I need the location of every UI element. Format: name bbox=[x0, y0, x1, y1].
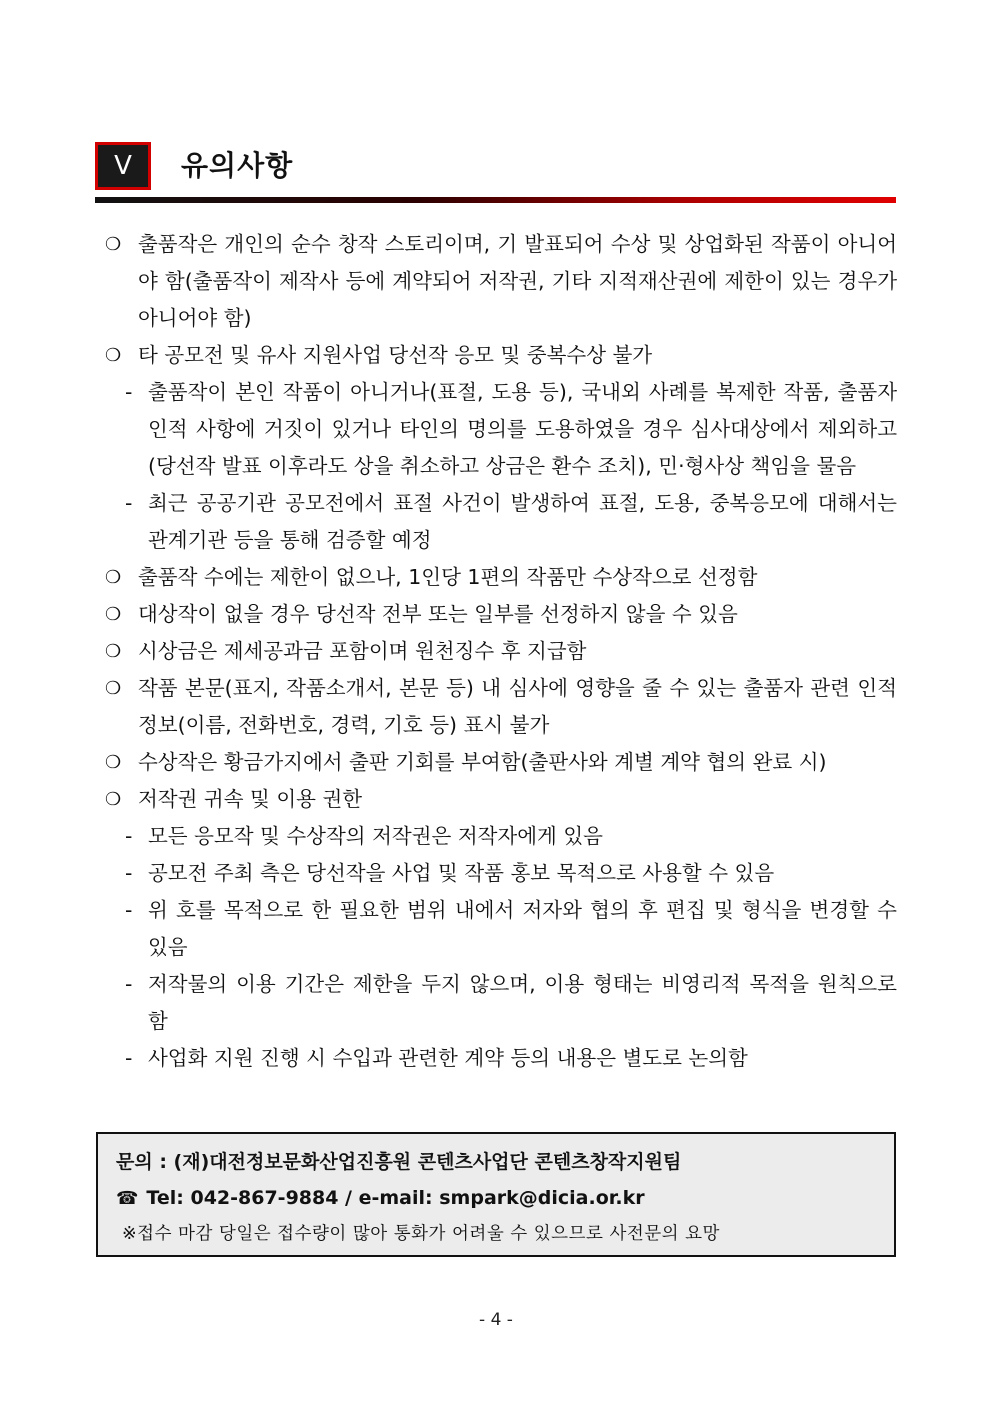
dash-marker: - bbox=[125, 861, 133, 885]
circle-bullet-icon: ❍ bbox=[105, 678, 122, 699]
item-text: 모든 응모작 및 수상작의 저작권은 저작자에게 있음 bbox=[148, 824, 603, 848]
sub-list-item bbox=[105, 855, 897, 892]
page-number: - 4 - bbox=[479, 1310, 513, 1330]
item-text: 위 호를 목적으로 한 필요한 범위 내에서 저자와 협의 후 편집 및 형식을 변경할 수 있음 bbox=[148, 898, 897, 959]
circle-bullet-icon: ❍ bbox=[105, 752, 122, 773]
contact-inquiry: 문의 : (재)대전정보문화산업진흥원 콘텐츠사업단 콘텐츠창작지원팀 bbox=[116, 1151, 682, 1173]
sub-list-item bbox=[105, 892, 897, 966]
item-text: 저작권 귀속 및 이용 권한 bbox=[138, 787, 363, 811]
phone-icon: ☎ bbox=[116, 1188, 139, 1209]
contact-box bbox=[96, 1132, 896, 1257]
notice-list bbox=[105, 226, 897, 1077]
dash-marker: - bbox=[125, 972, 133, 996]
circle-bullet-icon: ❍ bbox=[105, 641, 122, 662]
circle-bullet-icon: ❍ bbox=[105, 789, 122, 810]
sub-list-item bbox=[105, 374, 897, 485]
list-item bbox=[105, 744, 897, 781]
list-item bbox=[105, 633, 897, 670]
list-item bbox=[105, 337, 897, 374]
list-item bbox=[105, 781, 897, 818]
list-item bbox=[105, 226, 897, 337]
list-item bbox=[105, 596, 897, 633]
contact-details: Tel: 042-867-9884 / e-mail: smpark@dicia.or.kr bbox=[146, 1187, 645, 1209]
item-text: 수상작은 황금가지에서 출판 기회를 부여함(출판사와 계별 계약 협의 완료 시) bbox=[138, 750, 827, 774]
list-item bbox=[105, 670, 897, 744]
item-text: 최근 공공기관 공모전에서 표절 사건이 발생하여 표절, 도용, 중복응모에 대해서는 관계기관 등을 통해 검증할 예정 bbox=[148, 491, 897, 552]
dash-marker: - bbox=[125, 491, 133, 515]
item-text: 타 공모전 및 유사 지원사업 당선작 응모 및 중복수상 불가 bbox=[138, 343, 653, 367]
dash-marker: - bbox=[125, 824, 133, 848]
item-text: 출품작이 본인 작품이 아니거나(표절, 도용 등), 국내외 사례를 복제한 작품, 출품자 인적 사항에 거짓이 있거나 타인의 명의를 도용하였을 경우 심사대상에서 제외하고(당선작 발표 이후라도 상을 취소하고 상금은 환수 조치), 민·형사상 책임을 물음 bbox=[148, 380, 897, 478]
item-text: 저작물의 이용 기간은 제한을 두지 않으며, 이용 형태는 비영리적 목적을 원칙으로 함 bbox=[148, 972, 897, 1033]
circle-bullet-icon: ❍ bbox=[105, 604, 122, 625]
item-text: 사업화 지원 진행 시 수입과 관련한 계약 등의 내용은 별도로 논의함 bbox=[148, 1046, 748, 1070]
list-item bbox=[105, 559, 897, 596]
sub-list-item bbox=[105, 818, 897, 855]
sub-list-item bbox=[105, 485, 897, 559]
dash-marker: - bbox=[125, 1046, 133, 1070]
circle-bullet-icon: ❍ bbox=[105, 234, 122, 255]
dash-marker: - bbox=[125, 380, 133, 404]
dash-marker: - bbox=[125, 898, 133, 922]
contact-phone-email bbox=[116, 1180, 876, 1217]
section-number-badge: Ⅴ bbox=[95, 142, 151, 190]
section-header bbox=[95, 142, 896, 204]
circle-bullet-icon: ❍ bbox=[105, 567, 122, 588]
circle-bullet-icon: ❍ bbox=[105, 345, 122, 366]
item-text: 공모전 주최 측은 당선작을 사업 및 작품 홍보 목적으로 사용할 수 있음 bbox=[148, 861, 775, 885]
item-text: 출품작은 개인의 순수 창작 스토리이며, 기 발표되어 수상 및 상업화된 작품이 아니어야 함(출품작이 제작사 등에 계약되어 저작권, 기타 지적재산권에 제한이 있는 경우가 아니어야 함) bbox=[138, 232, 897, 330]
section-title: 유의사항 bbox=[181, 149, 294, 182]
sub-list-item bbox=[105, 1040, 897, 1077]
item-text: 출품작 수에는 제한이 없으나, 1인당 1편의 작품만 수상작으로 선정함 bbox=[138, 565, 758, 589]
contact-note: ※접수 마감 당일은 접수량이 많아 통화가 어려울 수 있으므로 사전문의 요망 bbox=[122, 1224, 720, 1244]
item-text: 대상작이 없을 경우 당선작 전부 또는 일부를 선정하지 않을 수 있음 bbox=[138, 602, 738, 626]
sub-list-item bbox=[105, 966, 897, 1040]
item-text: 시상금은 제세공과금 포함이며 원천징수 후 지급함 bbox=[138, 639, 587, 663]
item-text: 작품 본문(표지, 작품소개서, 본문 등) 내 심사에 영향을 줄 수 있는 출품자 관련 인적정보(이름, 전화번호, 경력, 기호 등) 표시 불가 bbox=[138, 676, 897, 737]
header-rule bbox=[95, 197, 896, 203]
